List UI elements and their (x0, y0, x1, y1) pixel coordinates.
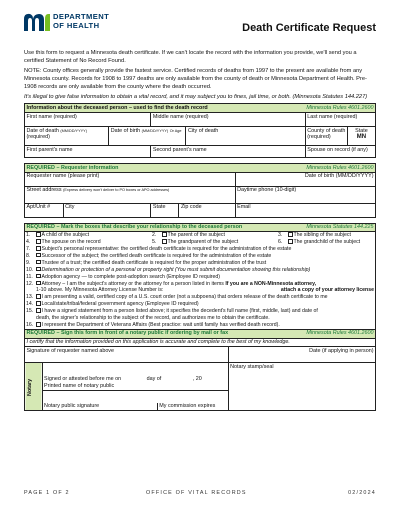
date-in-person-field[interactable]: Date (if applying in person) (228, 347, 375, 363)
rel-option-6[interactable]: 6. The grandchild of the subject (278, 239, 361, 246)
mdh-logo (24, 10, 136, 36)
first-name-field[interactable]: First name (required) (25, 113, 151, 127)
city-field[interactable]: City (63, 203, 151, 217)
rel-option-8[interactable]: 8. Successor of the subject; the certified death certificate is required for the administration of the estate (26, 252, 272, 259)
notary-signature-field[interactable]: Notary public signature (44, 403, 100, 409)
checkbox[interactable] (36, 260, 41, 265)
form-title: Death Certificate Request (242, 22, 376, 34)
logo-line1: DEPARTMENT (53, 12, 110, 21)
deceased-section (24, 103, 376, 158)
requester-section (24, 163, 376, 218)
notary-side-label: Notary (25, 363, 43, 411)
checkbox[interactable] (36, 301, 41, 306)
requester-dob-field[interactable]: Date of birth (MM/DD/YYYY) (235, 172, 375, 186)
form-date: 02/2024 (348, 490, 376, 496)
office-name: OFFICE OF VITAL RECORDS (146, 490, 247, 496)
requester-name-field[interactable]: Requester name (please print) (25, 172, 236, 186)
state-field: State MN (347, 127, 375, 146)
spouse-field[interactable]: Spouse on record (if any) (305, 146, 375, 158)
page-number: PAGE 1 OF 2 (24, 490, 70, 496)
certify-text: I certify that the information provided on this application is accurate and complete to the best of my knowledge. (25, 338, 376, 347)
intro-p1: Use this form to request a Minnesota death certificate. If we can't locate the record with the information you provide, we'll send you a certified Statement of No Record Found. (24, 50, 357, 64)
checkbox[interactable] (288, 232, 293, 237)
checkbox[interactable] (288, 239, 293, 244)
county-of-death-field[interactable]: County of death (required) (305, 127, 347, 146)
rel-option-2[interactable]: 2. The parent of the subject (152, 232, 225, 239)
rel-option-16[interactable]: 16. I represent the Department of Veterans Affairs (Best practice: wait until family has verified death record). (26, 322, 280, 328)
notary-sign-row (42, 391, 228, 411)
date-of-death-field[interactable]: Date of death (MM/DD/YYYY) (required) (25, 127, 109, 146)
signature-header: Minnesota Rules 4601.2600 REQUIRED – Sign this form in front of a notary public if ordering by mail or fax (26, 330, 374, 337)
city-of-death-field[interactable]: City of death (186, 127, 305, 146)
rel-option-1[interactable]: 1. A child of the subject (26, 232, 90, 239)
mn-logo-icon (24, 13, 50, 31)
logo-line2: OF HEALTH (53, 21, 100, 30)
relationship-header: Minnesota Statutes 144.225 REQUIRED – Mark the boxes that describe your relationship to the deceased person (26, 224, 374, 231)
rel-option-7[interactable]: 7. Subject's personal representative: the certified death certificate is required for the administration of the estate (26, 246, 292, 253)
requester-header: Minnesota Rules 4601.2600 REQUIRED – Requester information (26, 164, 374, 171)
state-value: MN (356, 134, 367, 141)
date-of-birth-field[interactable]: Date of birth (MM/DD/YYYY) Or Age (109, 127, 186, 146)
rel-option-15[interactable]: 15. I have a signed statement from a person listed above; it specifies the decedent's full name (first, middle, last) and date of death, the signer's relationship to the subject of the record, and authorizes me to obtain the certificate. (26, 308, 318, 322)
daytime-phone-field[interactable]: Daytime phone (10-digit) (235, 186, 375, 203)
checkbox[interactable] (36, 281, 41, 286)
rel-option-3[interactable]: 3. The sibling of the subject (278, 232, 351, 239)
rel-option-14[interactable]: 14. Local/state/tribal/federal government agency (Employee ID required) (26, 301, 199, 308)
second-parent-field[interactable]: Second parent's name (151, 146, 305, 158)
signature-section (24, 329, 376, 411)
checkbox[interactable] (36, 322, 41, 327)
checkbox[interactable] (36, 246, 41, 251)
email-field[interactable]: Email (235, 203, 375, 217)
deceased-header-text: Information about the deceased person – used to find the death record (26, 104, 208, 111)
form-header (24, 10, 376, 50)
checkbox[interactable] (36, 308, 41, 313)
checkbox[interactable] (36, 232, 41, 237)
checkbox[interactable] (162, 232, 167, 237)
notary-attest-field[interactable]: Signed or attested before me on day of , 20 Printed name of notary public (42, 363, 228, 391)
first-parent-field[interactable]: First parent's name (25, 146, 151, 158)
checkbox[interactable] (36, 239, 41, 244)
relationship-header-table (24, 223, 376, 233)
checkbox[interactable] (162, 239, 167, 244)
zip-field[interactable]: Zip code (179, 203, 235, 217)
relationship-options (24, 232, 376, 329)
rel-option-11[interactable]: 11. Adoption agency — to complete post-adoption search (Employee ID required) (26, 273, 220, 280)
intro (24, 50, 376, 101)
apt-field[interactable]: Apt/Unit # (25, 203, 64, 217)
middle-name-field[interactable]: Middle name (required) (151, 113, 305, 127)
checkbox[interactable] (36, 294, 41, 299)
commission-expires-field[interactable]: My commission expires (157, 403, 227, 411)
last-name-field[interactable]: Last name (required) (305, 113, 375, 127)
street-address-field[interactable]: Street address (Express delivery won't deliver to PO boxes or APO addresses) (25, 186, 236, 203)
rel-option-9[interactable]: 9. Trustee of a trust; the certified death certificate is required for the proper administration of the trust (26, 259, 267, 266)
intro-warning: It's illegal to give false information to obtain a vital record, and it may subject you to fines, jail time, or both. (Minnesota Statutes 144.227) (24, 93, 368, 100)
notary-stamp-field[interactable]: Notary stamp/seal (228, 363, 375, 411)
deceased-rule: Minnesota Rules 4601.2600 (306, 104, 374, 111)
checkbox[interactable] (36, 253, 41, 258)
rel-option-13[interactable]: 13. I am presenting a valid, certified copy of a U.S. court order (not a subpoena) that orders release of the death certificate to me (26, 294, 328, 301)
rel-option-5[interactable]: 5. The grandparent of the subject (152, 239, 239, 246)
state-input[interactable]: State (151, 203, 179, 217)
logo-text (53, 12, 109, 30)
checkbox[interactable] (36, 267, 41, 272)
rel-option-12[interactable]: 12. Attorney – I am the subject's attorney or the attorney for a person listed in items If you are a NON-Minnesota attorney, 1-10 above. My Minnesota Attorney License Number is: attach a copy of your attorney license (26, 280, 374, 294)
rel-option-4[interactable]: 4. The spouse on the record (26, 239, 101, 246)
form-page (24, 10, 376, 411)
checkbox[interactable] (36, 274, 41, 279)
rel-option-10[interactable]: 10. Determination or protection of a personal or property right (You must submit documentation showing this relationship) (26, 266, 311, 273)
requester-signature-field[interactable]: Signature of requester named above (25, 347, 229, 363)
deceased-header (25, 104, 376, 113)
intro-note: NOTE: County offices generally provide the fastest service. Certified records of deaths from 1997 to the present are available from any Minnesota county. Records for 1908 to 1997 deaths are only available from the county of death or Minnesota Department of Health. Pre-1908 records are only available from the county where the death occurred. (24, 67, 367, 90)
